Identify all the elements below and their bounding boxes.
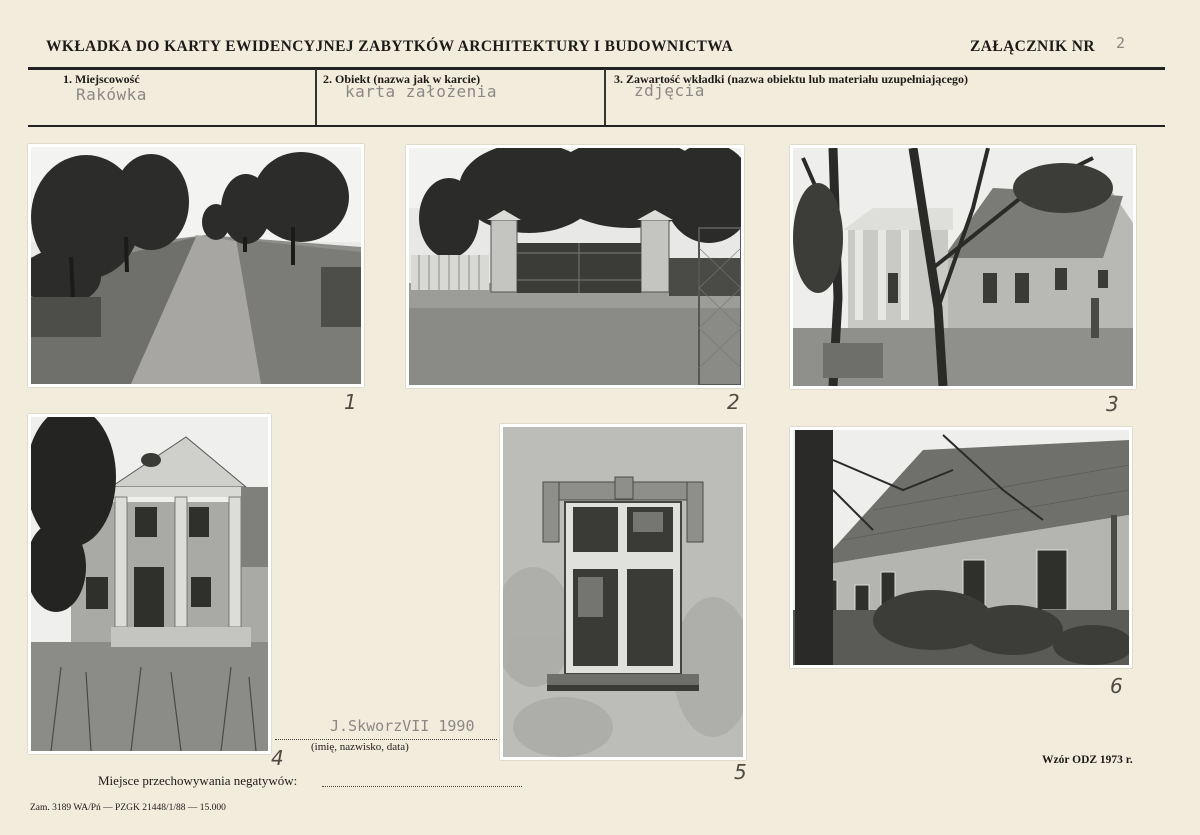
photo-number-1: 1 [344, 390, 357, 414]
field-content-value: zdjęcia [634, 81, 705, 100]
signature-value: J.SkworzVII 1990 [330, 717, 475, 735]
photo-5-window [500, 424, 746, 760]
photo-4-portico [28, 414, 271, 754]
bottom-rule [28, 125, 1165, 127]
field-object-label: 2. Obiekt (nazwa jak w karcie) [323, 72, 481, 86]
photo-number-4: 4 [271, 746, 284, 770]
photo-number-6: 6 [1110, 674, 1123, 698]
attachment-label: ZAŁĄCZNIK NR [970, 38, 1095, 55]
photo-number-5: 5 [734, 760, 747, 784]
photo-1-road [28, 144, 364, 387]
signature-line [275, 739, 497, 740]
negatives-line [322, 786, 522, 787]
top-rule [28, 67, 1165, 70]
field-place-value: Rakówka [76, 85, 147, 104]
signature-caption: (imię, nazwisko, data) [311, 741, 409, 753]
photo-number-3: 3 [1106, 392, 1119, 416]
field-content-label: 3. Zawartość wkładki (nazwa obiektu lub materiału uzupełniającego) [614, 72, 969, 86]
field-divider-2 [604, 69, 606, 125]
attachment-number: 2 [1116, 34, 1126, 52]
photo-6-house-side [790, 427, 1132, 668]
photo-3-manor-trees [790, 145, 1136, 389]
form-title: WKŁADKA DO KARTY EWIDENCYJNEJ ZABYTKÓW ARCHITEKTURY I BUDOWNICTWA [46, 38, 734, 55]
print-info: Zam. 3189 WA/Pń — PZGK 21448/1/88 — 15.000 [30, 803, 226, 813]
photo-number-2: 2 [727, 390, 740, 414]
field-divider-1 [315, 69, 317, 125]
photo-2-gate [406, 145, 744, 388]
form-pattern: Wzór ODZ 1973 r. [1042, 754, 1133, 766]
field-object-value: karta założenia [345, 82, 497, 101]
negatives-label: Miejsce przechowywania negatywów: [98, 773, 298, 788]
field-place-label: 1. Miejscowość [63, 72, 140, 86]
